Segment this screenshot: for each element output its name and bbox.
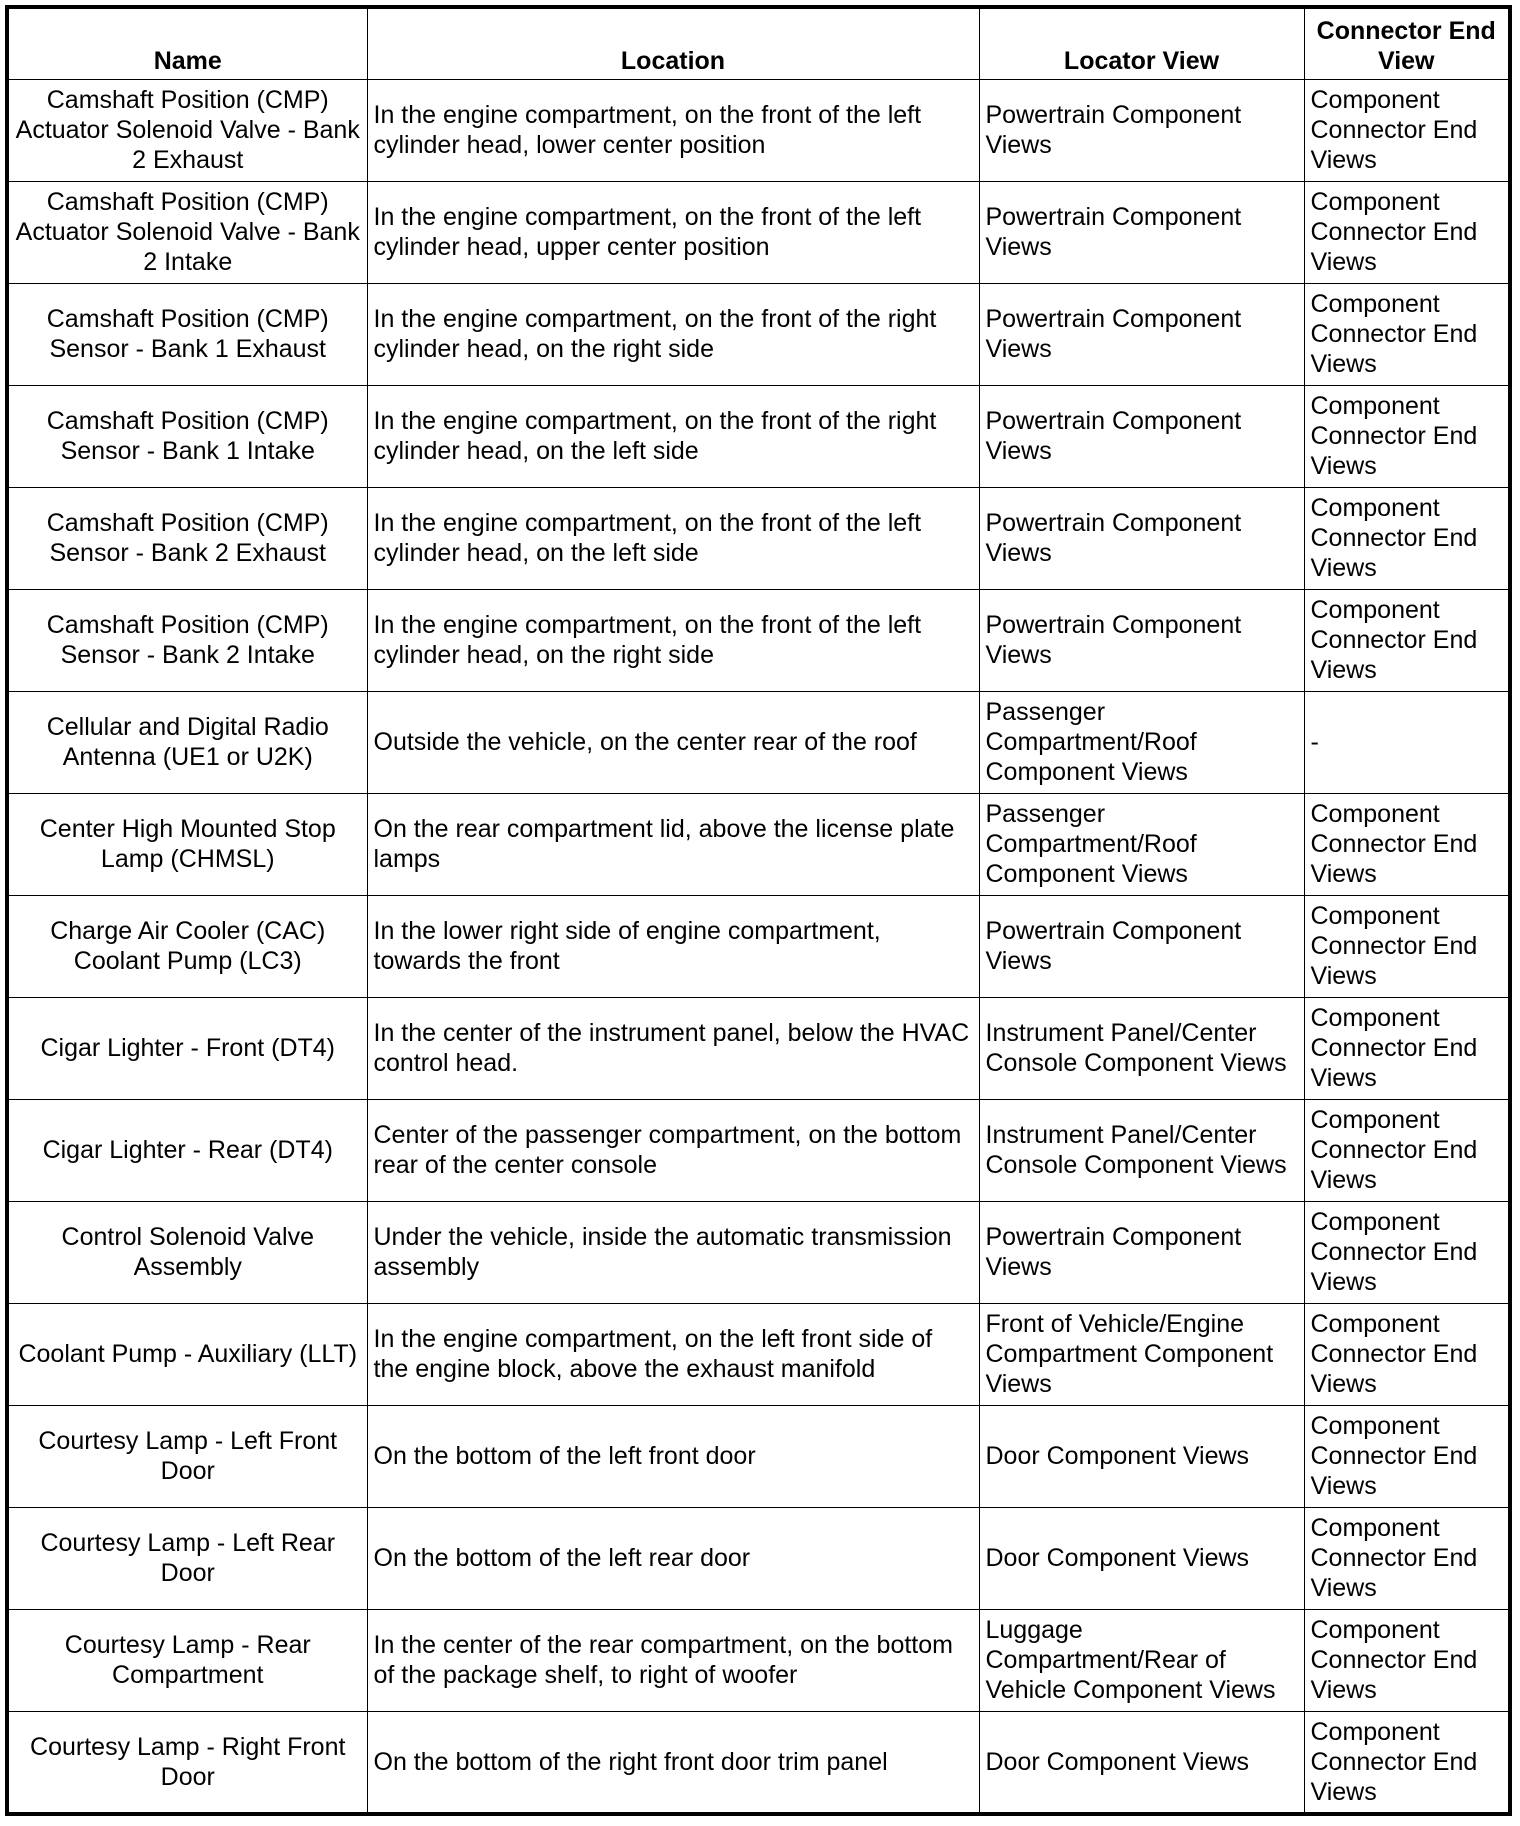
- cell-location: In the engine compartment, on the front of the left cylinder head, upper center position: [367, 181, 979, 283]
- cell-location: In the engine compartment, on the front of the right cylinder head, on the left side: [367, 385, 979, 487]
- table-row: [9, 1609, 1508, 1711]
- cell-location: In the engine compartment, on the front of the left cylinder head, on the right side: [367, 589, 979, 691]
- cell-connector-end-view: -: [1304, 691, 1508, 793]
- table-row: [9, 691, 1508, 793]
- header-connector-end-view: Connector End View: [1304, 9, 1508, 79]
- component-locator-table: [9, 9, 1508, 1813]
- cell-locator-view: Powertrain Component Views: [979, 283, 1304, 385]
- cell-name: Courtesy Lamp - Left Front Door: [9, 1405, 367, 1507]
- cell-location: In the engine compartment, on the front of the left cylinder head, lower center position: [367, 79, 979, 181]
- cell-name: Control Solenoid Valve Assembly: [9, 1201, 367, 1303]
- table-row: [9, 1405, 1508, 1507]
- cell-location: Center of the passenger compartment, on the bottom rear of the center console: [367, 1099, 979, 1201]
- header-location: Location: [367, 9, 979, 79]
- cell-name: Camshaft Position (CMP) Actuator Solenoid Valve - Bank 2 Exhaust: [9, 79, 367, 181]
- component-locator-table-sheet: [5, 5, 1512, 1816]
- table-row: [9, 589, 1508, 691]
- table-row: [9, 181, 1508, 283]
- cell-connector-end-view: Component Connector End Views: [1304, 1303, 1508, 1405]
- cell-locator-view: Powertrain Component Views: [979, 385, 1304, 487]
- cell-locator-view: Powertrain Component Views: [979, 895, 1304, 997]
- cell-locator-view: Passenger Compartment/Roof Component Views: [979, 793, 1304, 895]
- cell-connector-end-view: Component Connector End Views: [1304, 1405, 1508, 1507]
- cell-location: Under the vehicle, inside the automatic transmission assembly: [367, 1201, 979, 1303]
- cell-locator-view: Front of Vehicle/Engine Compartment Component Views: [979, 1303, 1304, 1405]
- cell-locator-view: Door Component Views: [979, 1507, 1304, 1609]
- table-row: [9, 1711, 1508, 1813]
- cell-connector-end-view: Component Connector End Views: [1304, 1609, 1508, 1711]
- table-row: [9, 1099, 1508, 1201]
- cell-connector-end-view: Component Connector End Views: [1304, 181, 1508, 283]
- table-row: [9, 1201, 1508, 1303]
- cell-name: Cigar Lighter - Rear (DT4): [9, 1099, 367, 1201]
- cell-connector-end-view: Component Connector End Views: [1304, 385, 1508, 487]
- table-row: [9, 793, 1508, 895]
- cell-name: Charge Air Cooler (CAC) Coolant Pump (LC3): [9, 895, 367, 997]
- cell-location: In the engine compartment, on the front of the right cylinder head, on the right side: [367, 283, 979, 385]
- cell-locator-view: Powertrain Component Views: [979, 589, 1304, 691]
- cell-locator-view: Luggage Compartment/Rear of Vehicle Component Views: [979, 1609, 1304, 1711]
- cell-location: On the rear compartment lid, above the license plate lamps: [367, 793, 979, 895]
- table-row: [9, 1303, 1508, 1405]
- cell-connector-end-view: Component Connector End Views: [1304, 487, 1508, 589]
- cell-name: Camshaft Position (CMP) Sensor - Bank 1 Exhaust: [9, 283, 367, 385]
- cell-location: In the center of the rear compartment, on the bottom of the package shelf, to right of woofer: [367, 1609, 979, 1711]
- table-row: [9, 385, 1508, 487]
- cell-name: Coolant Pump - Auxiliary (LLT): [9, 1303, 367, 1405]
- table-row: [9, 283, 1508, 385]
- cell-connector-end-view: Component Connector End Views: [1304, 1711, 1508, 1813]
- cell-locator-view: Powertrain Component Views: [979, 487, 1304, 589]
- cell-name: Courtesy Lamp - Right Front Door: [9, 1711, 367, 1813]
- cell-connector-end-view: Component Connector End Views: [1304, 589, 1508, 691]
- cell-location: In the lower right side of engine compartment, towards the front: [367, 895, 979, 997]
- cell-name: Cigar Lighter - Front (DT4): [9, 997, 367, 1099]
- cell-name: Courtesy Lamp - Left Rear Door: [9, 1507, 367, 1609]
- cell-connector-end-view: Component Connector End Views: [1304, 1201, 1508, 1303]
- cell-locator-view: Door Component Views: [979, 1711, 1304, 1813]
- cell-location: Outside the vehicle, on the center rear of the roof: [367, 691, 979, 793]
- cell-locator-view: Door Component Views: [979, 1405, 1304, 1507]
- cell-connector-end-view: Component Connector End Views: [1304, 1099, 1508, 1201]
- cell-location: On the bottom of the left front door: [367, 1405, 979, 1507]
- cell-location: In the engine compartment, on the left front side of the engine block, above the exhaust manifold: [367, 1303, 979, 1405]
- table-row: [9, 487, 1508, 589]
- cell-locator-view: Instrument Panel/Center Console Component Views: [979, 1099, 1304, 1201]
- table-header-row: [9, 9, 1508, 79]
- cell-connector-end-view: Component Connector End Views: [1304, 793, 1508, 895]
- cell-connector-end-view: Component Connector End Views: [1304, 1507, 1508, 1609]
- table-row: [9, 895, 1508, 997]
- table-row: [9, 997, 1508, 1099]
- cell-locator-view: Passenger Compartment/Roof Component Views: [979, 691, 1304, 793]
- cell-name: Camshaft Position (CMP) Sensor - Bank 2 Exhaust: [9, 487, 367, 589]
- cell-locator-view: Instrument Panel/Center Console Component Views: [979, 997, 1304, 1099]
- table-row: [9, 79, 1508, 181]
- cell-name: Camshaft Position (CMP) Actuator Solenoid Valve - Bank 2 Intake: [9, 181, 367, 283]
- cell-connector-end-view: Component Connector End Views: [1304, 283, 1508, 385]
- cell-name: Camshaft Position (CMP) Sensor - Bank 2 Intake: [9, 589, 367, 691]
- cell-name: Courtesy Lamp - Rear Compartment: [9, 1609, 367, 1711]
- header-name: Name: [9, 9, 367, 79]
- cell-locator-view: Powertrain Component Views: [979, 79, 1304, 181]
- cell-location: On the bottom of the right front door trim panel: [367, 1711, 979, 1813]
- cell-location: On the bottom of the left rear door: [367, 1507, 979, 1609]
- table-row: [9, 1507, 1508, 1609]
- cell-name: Camshaft Position (CMP) Sensor - Bank 1 Intake: [9, 385, 367, 487]
- cell-name: Cellular and Digital Radio Antenna (UE1 or U2K): [9, 691, 367, 793]
- cell-location: In the center of the instrument panel, below the HVAC control head.: [367, 997, 979, 1099]
- cell-connector-end-view: Component Connector End Views: [1304, 997, 1508, 1099]
- cell-connector-end-view: Component Connector End Views: [1304, 895, 1508, 997]
- cell-name: Center High Mounted Stop Lamp (CHMSL): [9, 793, 367, 895]
- cell-connector-end-view: Component Connector End Views: [1304, 79, 1508, 181]
- cell-locator-view: Powertrain Component Views: [979, 1201, 1304, 1303]
- cell-locator-view: Powertrain Component Views: [979, 181, 1304, 283]
- cell-location: In the engine compartment, on the front of the left cylinder head, on the left side: [367, 487, 979, 589]
- header-locator-view: Locator View: [979, 9, 1304, 79]
